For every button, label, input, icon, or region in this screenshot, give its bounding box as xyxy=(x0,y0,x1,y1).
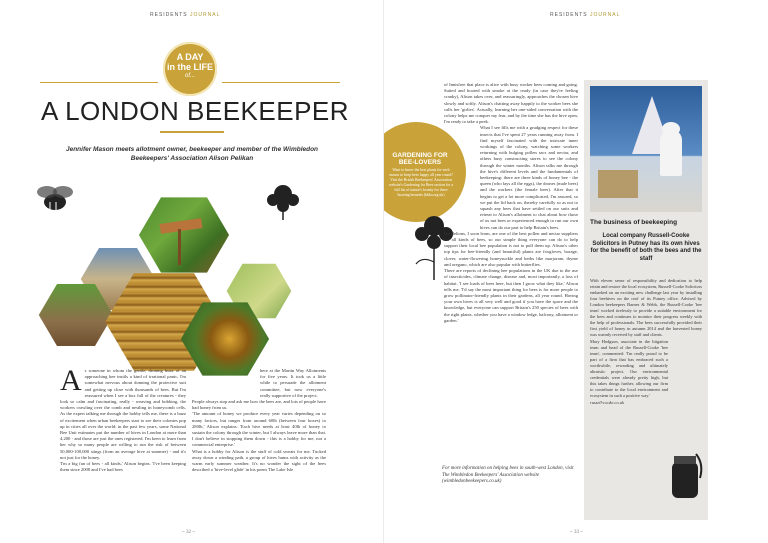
honey-jar-illustration-icon xyxy=(664,448,706,504)
gardening-box-text: Want to know the best plants for each season to keep bees happy all year round? Visit the British Beekeepers' Association website's Gardening for Bees section for a full list of nature's bounty for these buzzing beauties (bbka.org.uk) xyxy=(388,168,454,197)
page-number-left: ~ 32 ~ xyxy=(182,530,195,535)
gardening-box-title: GARDENING FOR BEE-LOVERS xyxy=(392,152,448,166)
body-paragraph: As someone in whom the gentle, droning buzz of an approaching bee instils a kind of irrational panic, I'm somewhat nervous about donning the protective suit and getting up close with thousands of bees. But I'm reassured when I see a box full of the creatures - they look so calm and fascinating, really - weaving and bobbing, the workers crawling over the comb and nestling in honeycomb cells. As the expert talking me through the hobby tells me, there is a buzz of excitement when urban beekeepers start to see their colonies pop up in cities all over the world: in the past few years, some National Bee Unit estimates put the number of hives in London at more than 4,200 - and those are just the ones registered. I'm keen to learn from her why so many people are willing to run the risk of between 50,000-100,000 stings (from an average hive at summer) - and it's not just for the honey. xyxy=(60,364,186,460)
body-paragraph: here at the Martin Way Allotments for five years. It took us a little while to persuade the allotment committee, but now everyone's really supportive of the project. xyxy=(260,368,326,398)
allotment-sign-photo xyxy=(138,195,230,275)
divider-rule xyxy=(40,82,158,83)
page-number-right: ~ 33 ~ xyxy=(570,530,583,535)
flower-illustration-icon xyxy=(258,180,308,220)
more-info-note: For more information on helping bees in south-west London, visit The Wimbledon Beekeepers' Association website (wimbledonbeekeepers.co.uk) xyxy=(442,466,574,484)
badge-line-1: A DAY xyxy=(176,52,204,62)
sidebar-paragraph: Mary Hodgson, associate in the litigation team and head of the Russell-Cooke 'bee team', commented: 'I'm really proud to be part of a firm that has embraced such a worthwhile, rewarding and ultimately altruistic project. Our environmental credentials were already pretty high, but this takes things further, allowing our firm to contribute to the local environment and ecosystem in such a positive way.' xyxy=(590,339,668,398)
badge-line-3: of... xyxy=(184,73,195,79)
body-paragraph: People always stop and ask me how the bees are, and lots of people have had honey from us. xyxy=(192,399,326,411)
sidebar-website: russell-cooke.co.uk xyxy=(590,400,624,405)
sidebar-standfirst: Local company Russell-Cooke Solicitors in Putney has its own hives for the benefit of both the bees and the staff xyxy=(590,233,702,262)
article-title: A LONDON BEEKEEPER xyxy=(40,96,350,126)
right-page xyxy=(384,0,768,543)
rooftop-beekeeper-photo xyxy=(590,86,702,212)
day-in-the-life-badge xyxy=(163,42,217,96)
body-column-3 xyxy=(444,82,578,324)
body-paragraph: There are reports of declining bee populations in the UK due to the use of insecticides, climate change, disease and, most importantly, a loss of habitat. 'I see loads of bees here, but then I grow what they like,' Alison tells me. 'I'd say the most important thing for bees is for more people to grow pollinator-friendly plants in their gardens, all year round. Having your own hives is all very well and good if you have the space and the knowledge, but everyone can support Britain's 250 species of bees with the right plants, whether you have a window ledge, balcony, allotment or garden.' xyxy=(444,268,578,323)
body-paragraph: 'I'm a big fan of bees - all kinds,' Alison begins. 'I've been keeping them since 2008 and I've had bees xyxy=(60,461,186,473)
drop-cap: A xyxy=(60,364,82,397)
body-paragraph: of Innisfree that place is alive with busy worker bees coming and going. Suited and booted with smoke at the ready (in case they're feeling cranky), Alison takes over, and reassuringly, approaches the chosen hive slowly and softly. Alison's chatting away happily to the worker bees she calls her 'girlies'. Actually, learning her one-sided conversation with the colony helps me conquer my fear, and by the time she has the hive open, I'm ready to take a peek. xyxy=(444,82,578,125)
body-paragraph: What is a hobby for Alison is the stuff of cold sweats for me. Tucked away down a winding path, a group of hives hums with activity as the warm early summer weather. It's no wonder the sight of the bees described a 'hive-level glide' in his poem The Lake Isle xyxy=(192,448,326,473)
running-head-right: RESIDENTS JOURNAL xyxy=(550,12,621,18)
body-paragraph: 'The amount of honey we produce every year varies depending on so many factors, but ranges from around 60lb (between four boxes) to 280lb,' Alison explains. 'Each hive needs at least 40lb of honey to sustain the colony through the winter, but I always leave more than that. I don't believe in stopping them down - this is a hobby for me, not a commercial enterprise.' xyxy=(192,411,326,448)
bee-illustration-icon xyxy=(32,182,78,218)
body-paragraph: Dandelions, I soon learn, are one of the best pollen and nectar suppliers for all kinds of bees, so our simple thing everyone can do to help support their local bee population is not to pull them up. Alison's other top tips for bee-friendly (and beautiful) plants are foxgloves, borage, clover, water-flowering honeysuckle and herbs like marjoram, thyme and oregano, which are also popular with butterflies. xyxy=(444,230,578,267)
sidebar-paragraph: With eleven sense of responsibility and dedication to help retain and restore the local ecosystem, Russell-Cooke Solicitors embarked on an exciting new challenge last year by installing four beehives on the roof of its Putney office. Advised by London beekeepers Barnes & Webb, the Russell-Cooke 'bee team' worked tirelessly to provide a suitable environment for the bees and continues to monitor their progress weekly with the help of professionals. The bees successfully provided their first yield of honey in autumn 2014 and the harvested honey was warmly received by staff and clients. xyxy=(590,278,702,337)
article-standfirst: Jennifer Mason meets allotment owner, beekeeper and member of the Wimbledon Beekeepers' Association Alison Pelikan xyxy=(65,146,319,162)
divider-rule xyxy=(222,82,340,83)
sidebar-heading: The business of beekeeping xyxy=(590,219,678,226)
running-head-left: RESIDENTS JOURNAL xyxy=(150,12,221,18)
body-paragraph: What I see fills me with a grudging respect for these insects that I've spent 27 years running away from. I find myself fascinated with the intricate inner workings of the colony, watching some workers returning with bulging pollen sacs and nectar, and others busy constructing stores to see the colony through the winter months. Alison talks me through the hive's different levels and the fundamentals of beekeeping: there are three kinds of honey bee - the queen (who lays all the eggs), the drones (male bees) and the workers (the female bees). After that it begins to get a lot more complicated, I'm assured, so we put the lid back on, thereby carefully so as not to squash any bees that have settled on our suits and retreat to Alison's allotment to chat about how those of us not bees or experienced enough to run our own hives can do our part to help Britain's bees. xyxy=(480,125,578,230)
body-column-1 xyxy=(60,364,186,473)
sidebar-body xyxy=(590,278,702,407)
business-sidebar xyxy=(584,80,708,520)
body-column-2 xyxy=(192,368,326,473)
title-underline xyxy=(160,131,224,133)
badge-line-2: in the LIFE xyxy=(167,62,213,72)
